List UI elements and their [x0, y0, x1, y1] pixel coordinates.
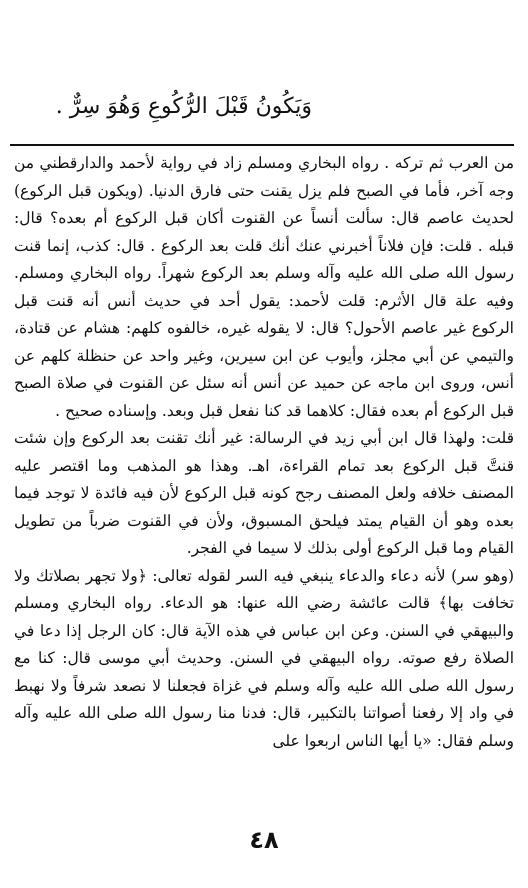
paragraph-3: (وهو سر) لأنه دعاء والدعاء ينبغي فيه السر لقوله تعالى: ﴿ولا تجهر بصلاتك ولا تخافت بها﴾ قالت عائشة رضي الله عنها: هو الدعاء. رواه البخاري ومسلم والبيهقي في السنن. وعن ابن عباس في هذه الآية قال: كان الرجل إذا دعا في الصلاة رفع صوته. رواه البيهقي في السنن. وحديث أبي موسى قال: كنا مع رسول الله صلى الله عليه وآله وسلم في غزاة فجعلنا لا نصعد شرفاً ولا نهبط في واد إلا رفعنا أصواتنا بالتكبير، قال: فدنا منا رسول الله صلى الله عليه وآله وسلم فقال: «يا أيها الناس اربعوا على [14, 566, 514, 750]
paragraph-2: قلت: ولهذا قال ابن أبي زيد في الرسالة: غير أنك تقنت بعد الركوع وإن شئت قنتَّ قبل الركوع بعد تمام القراءة، اهـ. وهذا هو المذهب وما اقتصر عليه المصنف خلافه ولعل المصنف رجح كونه قبل الركوع لأن فيه فائدة لا توجد فيما بعده وهو أن القيام يمتد فيلحق المسبوق، ولأن في القنوت ضرباً من تطويل القيام وما قبل الركوع أولى بذلك لا سيما في الفجر. [14, 429, 514, 557]
body-text [14, 150, 514, 755]
divider-rule [10, 144, 514, 146]
paragraph-1: من العرب ثم تركه . رواه البخاري ومسلم زاد في رواية لأحمد والدارقطني من وجه آخر، فأما في الصبح فلم يزل يقنت حتى فارق الدنيا. (ويكون قبل الركوع) لحديث عاصم قال: سألت أنساً عن القنوت أكان قبل الركوع أم بعده؟ قال: قبله . قلت: فإن فلاناً أخبرني عنك أنك قلت بعد الركوع . قال: كذب، إنما قنت رسول الله صلى الله عليه وآله وسلم بعد الركوع شهراً. رواه البخاري ومسلم. وفيه علة قال الأثرم: قلت لأحمد: يقول أحد في حديث أنس أنه قنت قبل الركوع غير عاصم الأحول؟ قال: لا يقوله غيره، خالفوه كلهم: هشام عن قتادة، والتيمي عن أبي مجلز، وأيوب عن ابن سيرين، وغير واحد عن حنظلة كلهم عن أنس، وروى ابن ماجه عن حميد عن أنس أنه سئل عن القنوت في صلاة الصبح قبل الركوع أم بعده فقال: كلاهما قد كنا نفعل قبل وبعد. وإسناده صحيح . [14, 154, 514, 420]
page-number: ٤٨ [249, 826, 279, 854]
verse-line: وَيَكُونُ قَبْلَ الرُّكُوعِ وَهُوَ سِرٌّ . [55, 94, 312, 119]
